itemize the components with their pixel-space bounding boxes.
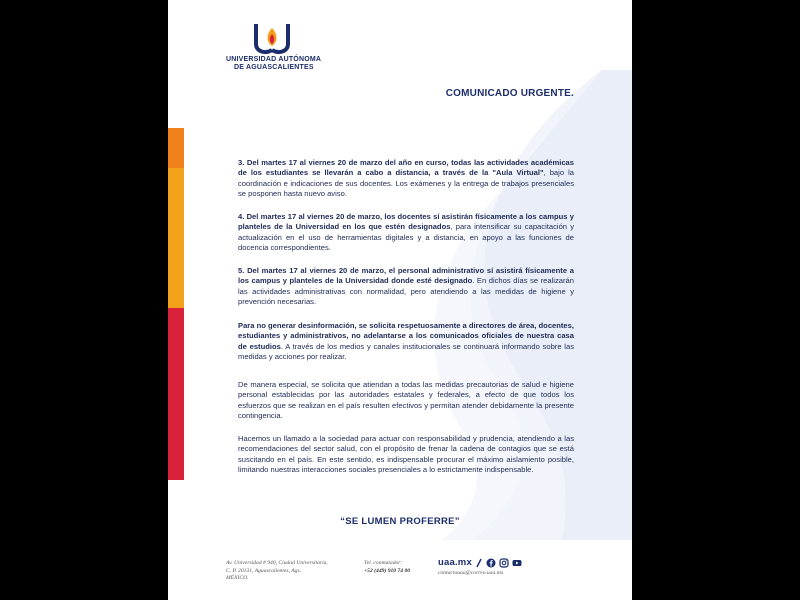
paragraph-society-call: Hacemos un llamado a la sociedad para actuar con responsabilidad y prudencia, atendiendo a las recomendaciones del sector salud, con el propósito de frenar la cadena de contagios que se está suscitando en el país. En este sentido, es indispensable procurar el máximo aislamiento posible, limitando nuestras interacciones sociales presenciales a lo estrictamente indispensable. — [238, 434, 574, 475]
youtube-icon[interactable] — [512, 558, 522, 568]
footer-phone-number[interactable]: +52 (449) 910 74 00 — [364, 567, 411, 574]
paragraph-point-4-text: , para intensificar su capacitación y actualización en el uso de herramientas digitales y a distancia, en apoyo a las funciones de docencia correspondientes. — [238, 222, 575, 253]
paragraph-disinformation — [238, 321, 574, 363]
paragraph-disinformation-bold: Para no generar desinformación, se solicita respetuosamente a directores de área, docentes, estudiantes y administrativos, no adelantarse a los comunicados oficiales de nuestra casa de estudios — [238, 321, 574, 351]
footer-address-line3: MÉXICO. — [226, 575, 249, 581]
paragraph-point-4 — [238, 212, 574, 254]
footer-address — [226, 560, 366, 583]
uaa-logo-icon — [252, 22, 292, 56]
footer-phone-label: Tel. conmutador: — [364, 560, 403, 566]
logo-text-line2: DE AGUASCALIENTES — [234, 64, 314, 71]
page-title: COMUNICADO URGENTE. — [445, 88, 574, 99]
paragraph-point-5 — [238, 266, 574, 308]
motto: “SE LUMEN PROFERRE” — [340, 516, 460, 527]
paragraph-health-measures: De manera especial, se solicita que atiendan a todas las medidas precautorias de salud e higiene personal establecidas por las autoridades estatales y federales, a efecto de que todos los esfuerzos que se realizan en el país resulten efectivos y permitan atender debidamente la presente contingencia. — [238, 380, 574, 421]
footer-email-link[interactable]: contactouaa@correo.uaa.mx — [438, 570, 504, 576]
paragraph-point-5-bold: 5. Del martes 17 al viernes 20 de marzo, el personal administrativo sí asistirá físicamente a los campus y planteles de la Universidad donde esté designado — [238, 266, 574, 286]
slash-divider-icon — [474, 558, 484, 568]
instagram-icon[interactable] — [499, 558, 509, 568]
side-accent-dark-orange — [168, 128, 184, 168]
facebook-icon[interactable] — [486, 558, 496, 568]
footer-address-line2: C. P. 20131, Aguascalientes, Ags. — [226, 567, 302, 574]
paragraph-point-5-text: . En dichos días se realizarán las actividades administrativas con normalidad, pero atendiendo a las medidas de higiene y prevención necesarias. — [238, 276, 574, 307]
footer-phone — [364, 560, 444, 575]
footer-website-link[interactable]: uaa.mx — [438, 557, 472, 568]
paragraph-disinformation-text: . A través de los medios y canales institucionales se continuará informando sobre las medidas y acciones por realizar. — [238, 341, 575, 362]
footer-address-line1: Av. Universidad # 940, Ciudad Universitaria, — [226, 560, 328, 566]
document-page — [168, 0, 632, 600]
paragraph-point-3-bold: 3. Del martes 17 al viernes 20 de marzo del año en curso, todas las actividades académicas de los estudiantes se llevarán a cabo a distancia, a través de la "Aula Virtual" — [238, 158, 574, 178]
paragraph-point-4-bold: 4. Del martes 17 al viernes 20 de marzo, los docentes sí asistirán físicamente a los campus y planteles de la Universidad en los que estén designados — [238, 212, 574, 232]
paragraph-point-3-text: , bajo la coordinación e indicaciones de sus docentes. Los exámenes y la entrega de trabajos presenciales se posponen hasta nuevo aviso. — [238, 168, 574, 199]
logo-text-line1: UNIVERSIDAD AUTÓNOMA — [226, 56, 322, 63]
side-accent-red — [168, 308, 184, 480]
paragraph-point-3 — [238, 158, 574, 200]
